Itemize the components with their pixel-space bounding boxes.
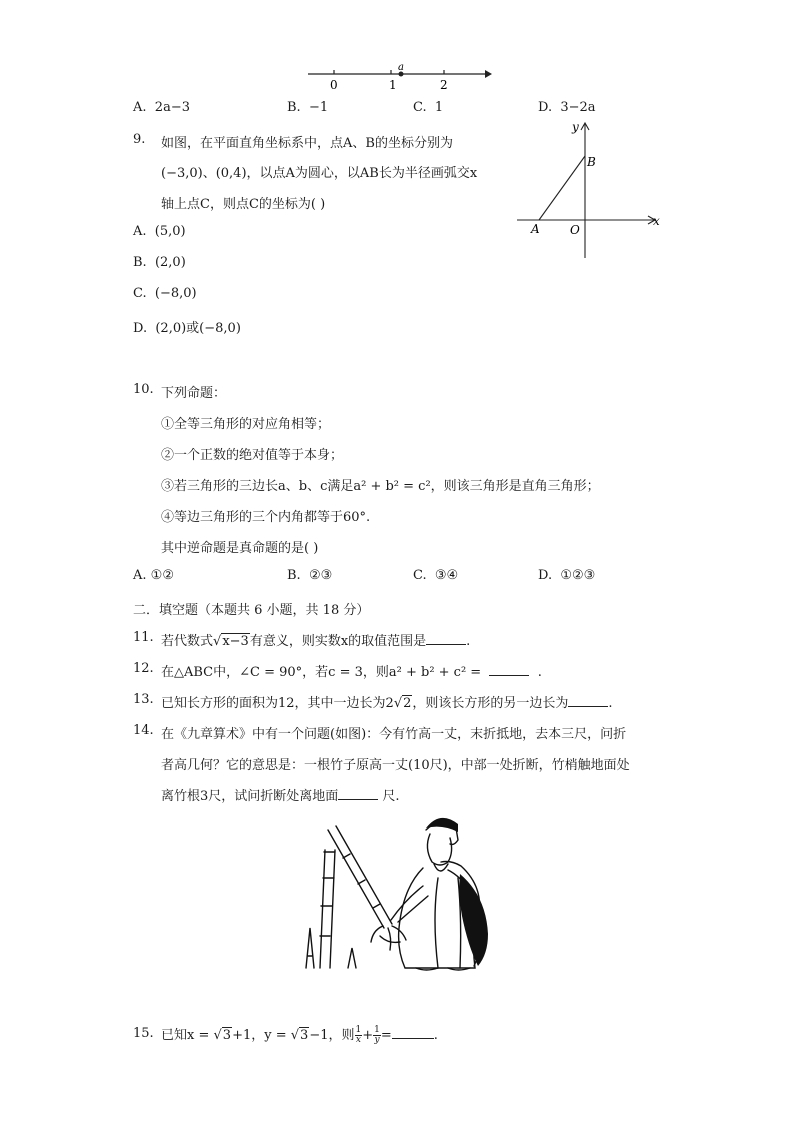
number-line-figure	[300, 60, 495, 94]
q10-number: 10.	[133, 382, 154, 397]
q14-line-3: 离竹根3尺，试问折断处离地面 尺.	[161, 789, 400, 804]
section-2-title: 二．填空题（本题共 6 小题，共 18 分）	[133, 603, 370, 618]
q12-number: 12.	[133, 661, 154, 676]
q15-text: 已知x = √3+1，y = √3−1，则 $\frac{1}{x}$ + $\frac{1}{y}$ = .	[161, 1025, 438, 1045]
q13-number: 13.	[133, 692, 154, 707]
numberline-tick-1: 1	[389, 78, 397, 92]
q13-text: 已知长方形的面积为12，其中一边长为2√2，则该长方形的另一边长为 .	[161, 696, 613, 711]
q9-option-d: D. (2,0)或(−8,0)	[133, 321, 241, 336]
q9-point-a-label: A	[531, 222, 540, 236]
q13-answer-blank[interactable]	[568, 694, 608, 707]
q12-answer-blank[interactable]	[489, 663, 529, 676]
q15-fraction-1-over-x: $\frac{1}{x}$	[355, 1025, 362, 1045]
q11-answer-blank[interactable]	[426, 632, 466, 645]
q10-option-b: B. ②③	[287, 568, 333, 583]
q10-option-a: A. ①②	[133, 568, 174, 583]
q9-line-2: (−3,0)、(0,4)，以点A为圆心，以AB长为半径画弧交x	[161, 166, 478, 181]
q9-coordinate-figure	[512, 118, 664, 260]
q9-line-3: 轴上点C，则点C的坐标为( )	[161, 197, 326, 212]
q15-fraction-1-over-y: $\frac{1}{y}$	[374, 1025, 380, 1045]
q10-item-3: ③若三角形的三边长a、b、c满足a² + b² = c²，则该三角形是直角三角形；	[161, 479, 600, 494]
q10-item-2: ②一个正数的绝对值等于本身；	[161, 448, 344, 463]
q9-line-1: 如图，在平面直角坐标系中，点A、B的坐标分别为	[161, 136, 453, 151]
numberline-point-label: a	[398, 62, 404, 73]
q14-answer-blank[interactable]	[338, 787, 378, 800]
q10-option-d: D. ①②③	[538, 568, 596, 583]
q9-origin-label: O	[570, 223, 580, 237]
q11-number: 11.	[133, 630, 154, 645]
q12-text: 在△ABC中，∠C = 90°，若c = 3，则a² + b² + c² = .	[161, 665, 542, 680]
q8-option-b: B. −1	[287, 100, 329, 115]
numberline-tick-2: 2	[440, 78, 448, 92]
q8-option-d: D. 3−2a	[538, 100, 596, 115]
q8-option-c: C. 1	[413, 100, 444, 115]
q9-number: 9.	[133, 132, 146, 147]
q10-option-c: C. ③④	[413, 568, 459, 583]
q9-option-a: A. (5,0)	[133, 224, 186, 239]
q10-item-1: ①全等三角形的对应角相等；	[161, 417, 331, 432]
q9-option-c: C. (−8,0)	[133, 286, 197, 301]
q13-radicand: 2	[403, 696, 412, 711]
q11-radicand: x−3	[222, 634, 249, 649]
q14-line-1: 在《九章算术》中有一个问题(如图)：今有竹高一丈，末折抵地，去本三尺，问折	[161, 727, 627, 742]
q10-item-4: ④等边三角形的三个内角都等于60°.	[161, 510, 371, 525]
q10-question: 其中逆命题是真命题的是( )	[161, 541, 319, 556]
numberline-tick-0: 0	[330, 78, 338, 92]
bamboo-scholar-illustration	[298, 808, 498, 978]
q9-option-b: B. (2,0)	[133, 255, 186, 270]
q15-number: 15.	[133, 1026, 154, 1041]
q9-x-axis-label: x	[653, 214, 660, 228]
q10-intro: 下列命题：	[161, 386, 227, 401]
q14-number: 14.	[133, 723, 154, 738]
q11-text: 若代数式√x−3有意义，则实数x的取值范围是 .	[161, 634, 471, 649]
q15-radicand-x: 3	[222, 1028, 232, 1043]
q14-line-2: 者高几何？它的意思是：一根竹子原高一丈(10尺)，中部一处折断，竹梢触地面处	[161, 758, 630, 773]
q8-option-a: A. 2a−3	[133, 100, 190, 115]
q9-point-b-label: B	[587, 155, 596, 169]
q15-answer-blank[interactable]	[392, 1026, 434, 1039]
q15-radicand-y: 3	[300, 1028, 309, 1043]
q9-y-axis-label: y	[572, 120, 579, 134]
